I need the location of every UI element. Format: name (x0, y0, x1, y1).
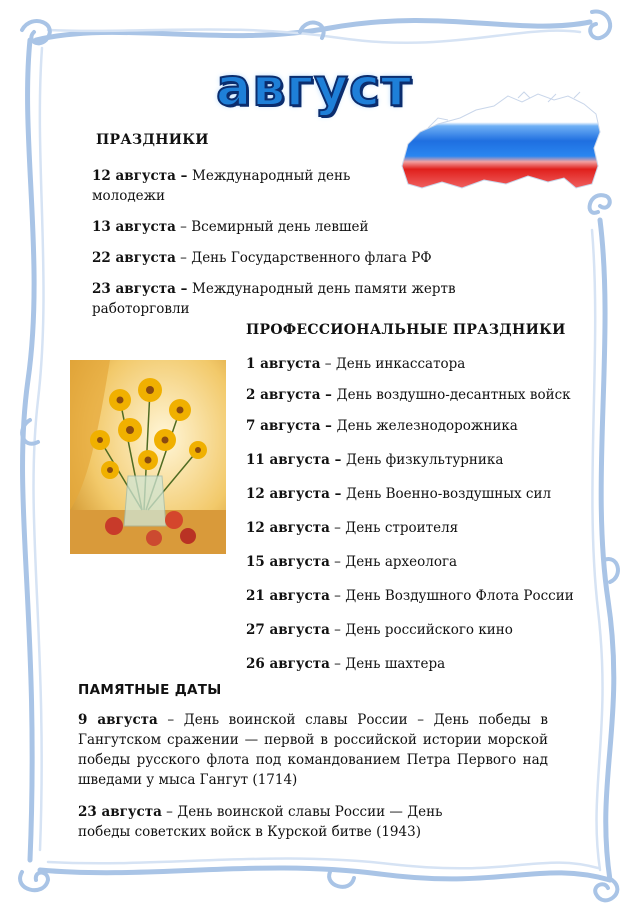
professional-holiday-item: 12 августа – День строителя (246, 520, 459, 536)
professional-holiday-item: 2 августа – День воздушно-десантных войск (246, 387, 571, 403)
memorable-date-item: 23 августа – День воинской славы России — День победы советских войск в Курской битве (1943) (78, 804, 443, 840)
professional-holiday-item: 12 августа – День Военно-воздушных сил (246, 486, 552, 502)
professional-holidays-list (246, 354, 606, 685)
page-title: август (215, 58, 413, 118)
memorable-dates-list (78, 710, 548, 854)
holidays-list (92, 166, 552, 330)
holiday-item: 12 августа – Международный день молодежи (92, 168, 351, 204)
professional-holiday-item: 11 августа – День физкультурника (246, 452, 504, 468)
professional-holidays-heading: ПРОФЕССИОНАЛЬНЫЕ ПРАЗДНИКИ (246, 322, 566, 338)
professional-holiday-item: 21 августа – День Воздушного Флота России (246, 588, 574, 604)
professional-holiday-item: 1 августа – День инкассатора (246, 356, 466, 372)
professional-holiday-item: 15 августа – День археолога (246, 554, 458, 570)
professional-holiday-item: 7 августа – День железнодорожника (246, 418, 518, 434)
holidays-heading: ПРАЗДНИКИ (96, 132, 209, 148)
professional-holiday-item: 27 августа – День российского кино (246, 622, 513, 638)
holiday-item: 13 августа – Всемирный день левшей (92, 219, 369, 235)
memorable-dates-heading: ПАМЯТНЫЕ ДАТЫ (78, 682, 222, 698)
holiday-item: 23 августа – Международный день памяти жертв работорговли (92, 281, 456, 317)
memorable-date-item: 9 августа – День воинской славы России – День победы в Гангутском сражении — первой в российской истории морской победы русского флота под командованием Петра Первого над шведами у мыса Гангут (1714) (78, 712, 548, 788)
holiday-item: 22 августа – День Государственного флага РФ (92, 250, 432, 266)
professional-holiday-item: 26 августа – День шахтера (246, 656, 446, 672)
sunflowers-still-life-image (70, 360, 226, 554)
